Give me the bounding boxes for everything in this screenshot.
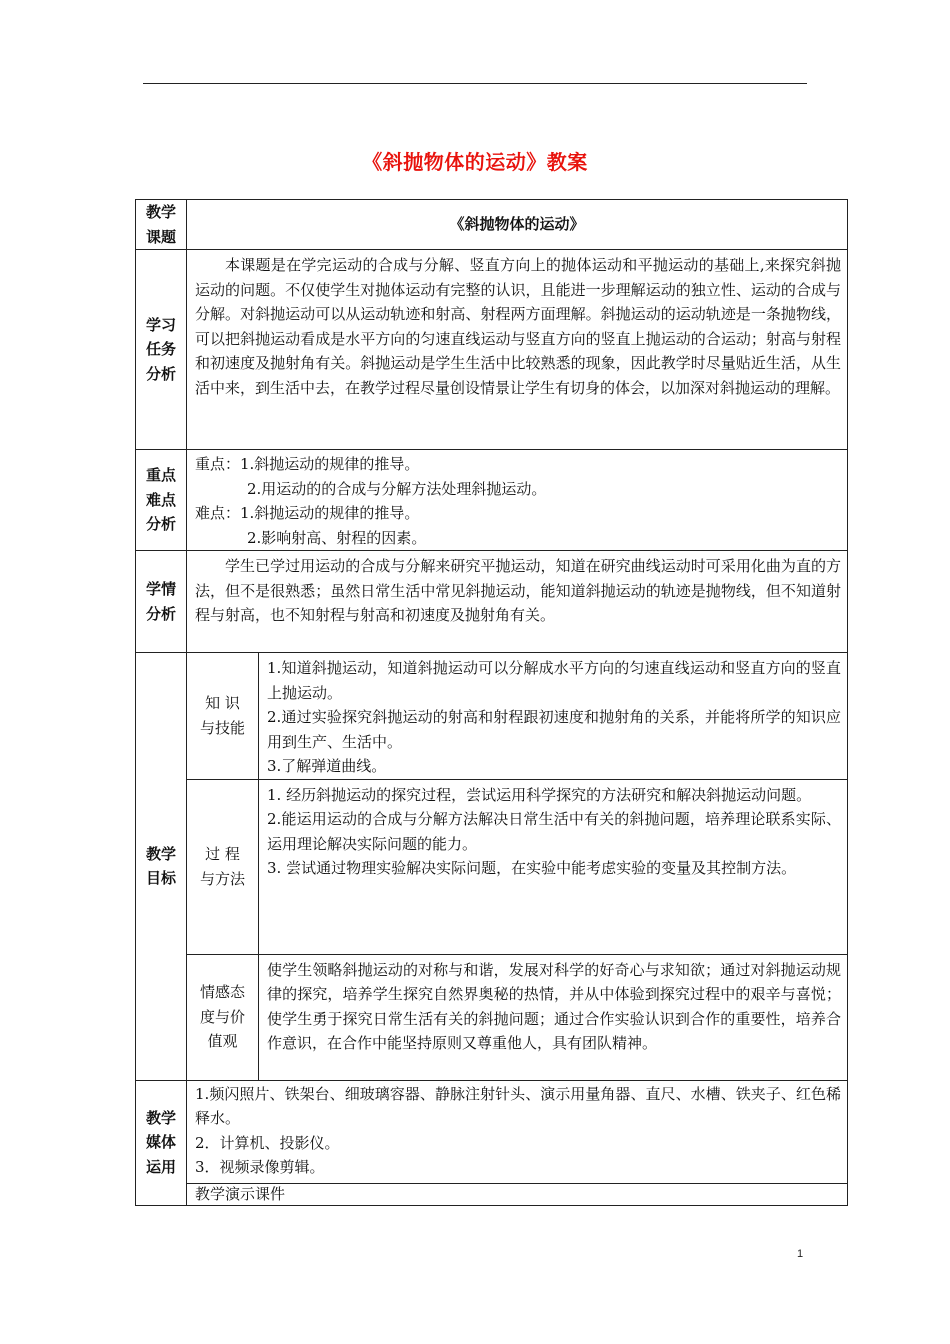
learner-analysis-row — [136, 551, 848, 653]
objective-item: 1. 经历斜抛运动的探究过程，尝试运用科学探究的方法研究和解决斜抛运动问题。 — [267, 785, 812, 804]
task-analysis-header: 学习 任务 分析 — [136, 250, 187, 450]
learner-analysis-header: 学情 分析 — [136, 551, 187, 653]
objective-knowledge-row — [136, 653, 848, 780]
media-item: 3．视频录像剪辑。 — [195, 1158, 325, 1176]
page-number: 1 — [796, 1248, 804, 1260]
objective-emotion-row — [136, 954, 848, 1080]
topic-row — [136, 200, 848, 250]
courseware-cell — [187, 1183, 848, 1205]
knowledge-label: 知 识 与技能 — [187, 653, 259, 780]
process-cell — [259, 779, 848, 954]
document-title: 《斜抛物体的运动》教案 — [362, 150, 588, 174]
difficulty-line: 难点：1.斜抛运动的规律的推导。 — [195, 504, 420, 522]
key-point-line: 2.用运动的的合成与分解方法处理斜抛运动。 — [247, 479, 547, 498]
objective-item: 1.知道斜抛运动，知道斜抛运动可以分解成水平方向的匀速直线运动和竖直方向的竖直上抛运动。 — [267, 659, 841, 702]
difficulty-line: 2.影响射高、射程的因素。 — [247, 528, 427, 547]
emotion-cell — [259, 954, 848, 1080]
key-point-line: 重点：1.斜抛运动的规律的推导。 — [195, 455, 420, 473]
header-rule — [143, 83, 807, 84]
topic-value: 《斜抛物体的运动》 — [187, 200, 848, 250]
objective-item: 3.了解弹道曲线。 — [267, 757, 387, 775]
objective-item: 2.通过实验探究斜抛运动的射高和射程跟初速度和抛射角的关系，并能将所学的知识应用到生产、生活中。 — [267, 708, 841, 751]
key-points-cell — [187, 450, 848, 551]
learner-analysis-cell — [187, 551, 848, 653]
task-analysis-cell — [187, 250, 848, 450]
lesson-plan-table — [135, 199, 848, 1206]
process-label: 过 程 与方法 — [187, 779, 259, 954]
topic-header: 教学 课题 — [136, 200, 187, 250]
objectives-header: 教学 目标 — [136, 653, 187, 1081]
emotion-label: 情感态 度与价 值观 — [187, 954, 259, 1080]
objective-process-row — [136, 779, 848, 954]
media-row — [136, 1080, 848, 1183]
emotion-text: 使学生领略斜抛运动的对称与和谐，发展对科学的好奇心与求知欲；通过对斜抛运动规律的探究，培养学生探究自然界奥秘的热情，并从中体验到探究过程中的艰辛与喜悦；使学生勇于探究日常生活有关的斜抛问题；通过合作实验认识到合作的重要性，培养合作意识，在合作中能坚持原则又尊重他人，具有团队精神。 — [267, 960, 841, 1052]
task-analysis-row — [136, 250, 848, 450]
courseware-row — [136, 1183, 848, 1205]
media-item: 2．计算机、投影仪。 — [195, 1133, 340, 1152]
media-cell — [187, 1080, 848, 1183]
knowledge-cell — [259, 653, 848, 780]
media-header: 教学 媒体 运用 — [136, 1080, 187, 1205]
task-analysis-text: 本课题是在学完运动的合成与分解、竖直方向上的抛体运动和平抛运动的基础上,来探究斜抛运动的问题。不仅使学生对抛体运动有完整的认识，且能进一步理解运动的独立性、运动的合成与分解。对斜抛运动可以从运动轨迹和射高、射程两方面理解。斜抛运动的运动轨迹是一条抛物线，可以把斜抛运动看成是水平方向的匀速直线运动与竖直方向的竖直上抛运动的合运动；射高与射程和初速度及抛射角有关。斜抛运动是学生生活中比较熟悉的现象，因此教学时尽量贴近生活，从生活中来，到生活中去，在教学过程尽量创设情景让学生有切身的体会，以加深对斜抛运动的理解。 — [195, 256, 841, 397]
objective-item: 3. 尝试通过物理实验解决实际问题，在实验中能考虑实验的变量及其控制方法。 — [267, 859, 797, 877]
media-item: 1.频闪照片、铁架台、细玻璃容器、静脉注射针头、演示用量角器、直尺、水槽、铁夹子、红色稀释水。 — [195, 1084, 841, 1127]
objective-item: 2.能运用运动的合成与分解方法解决日常生活中有关的斜抛问题，培养理论联系实际、运用理论解决实际问题的能力。 — [267, 810, 841, 853]
key-points-header: 重点 难点 分析 — [136, 450, 187, 551]
key-points-row — [136, 450, 848, 551]
courseware-text: 教学演示课件 — [195, 1184, 286, 1203]
learner-analysis-text: 学生已学过用运动的合成与分解来研究平抛运动，知道在研究曲线运动时可采用化曲为直的方法，但不是很熟悉；虽然日常生活中常见斜抛运动，能知道斜抛运动的轨迹是抛物线，但不知道射程与射高，也不知射程与射高和初速度及抛射角有关。 — [195, 557, 841, 624]
